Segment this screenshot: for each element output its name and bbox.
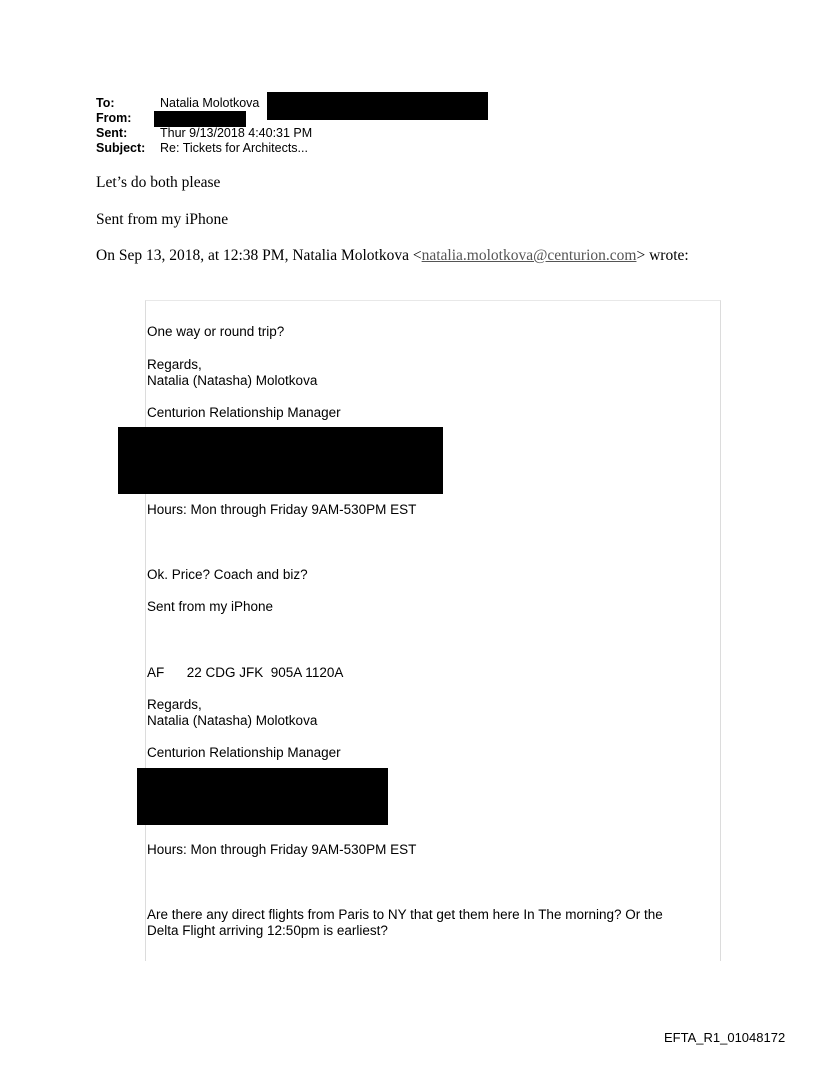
quote-intro-suffix: > wrote: [636,247,689,264]
signature-regards: Regards, [147,697,202,712]
signature-hours: Hours: Mon through Friday 9AM-530PM EST [147,842,417,857]
signature-name: Natalia (Natasha) Molotkova [147,713,318,728]
redaction-block [137,768,388,825]
quote-intro [96,247,689,265]
signature-title: Centurion Relationship Manager [147,745,341,760]
document-id: EFTA_R1_01048172 [664,1030,786,1045]
to-label: To: [96,96,115,110]
from-label: From: [96,111,132,125]
quoted-text: One way or round trip? [147,324,285,339]
sent-label: Sent: [96,126,128,140]
signature-title: Centurion Relationship Manager [147,405,341,420]
quoted-text: Sent from my iPhone [147,599,274,614]
subject-value: Re: Tickets for Architects... [160,141,308,155]
quoted-text: Are there any direct flights from Paris to NY that get them here In The morning? Or the [147,907,663,922]
sent-value: Thur 9/13/2018 4:40:31 PM [160,126,313,140]
quoted-text: Delta Flight arriving 12:50pm is earliest? [147,923,388,938]
to-value: Natalia Molotkova [160,96,260,110]
signature-name: Natalia (Natasha) Molotkova [147,373,318,388]
quote-intro-prefix: On Sep 13, 2018, at 12:38 PM, Natalia Molotkova < [96,247,422,264]
quoted-text: Ok. Price? Coach and biz? [147,567,308,582]
email-link[interactable]: natalia.molotkova@centurion.com [421,247,637,264]
body-line: Sent from my iPhone [96,211,229,228]
redaction-block [118,427,443,494]
redaction-block [267,92,488,120]
signature-regards: Regards, [147,357,202,372]
signature-hours: Hours: Mon through Friday 9AM-530PM EST [147,502,417,517]
flight-line: AF 22 CDG JFK 905A 1120A [147,665,344,680]
body-line: Let’s do both please [96,174,221,191]
redaction-block [154,111,246,127]
subject-label: Subject: [96,141,146,155]
quoted-message-box [145,300,721,961]
